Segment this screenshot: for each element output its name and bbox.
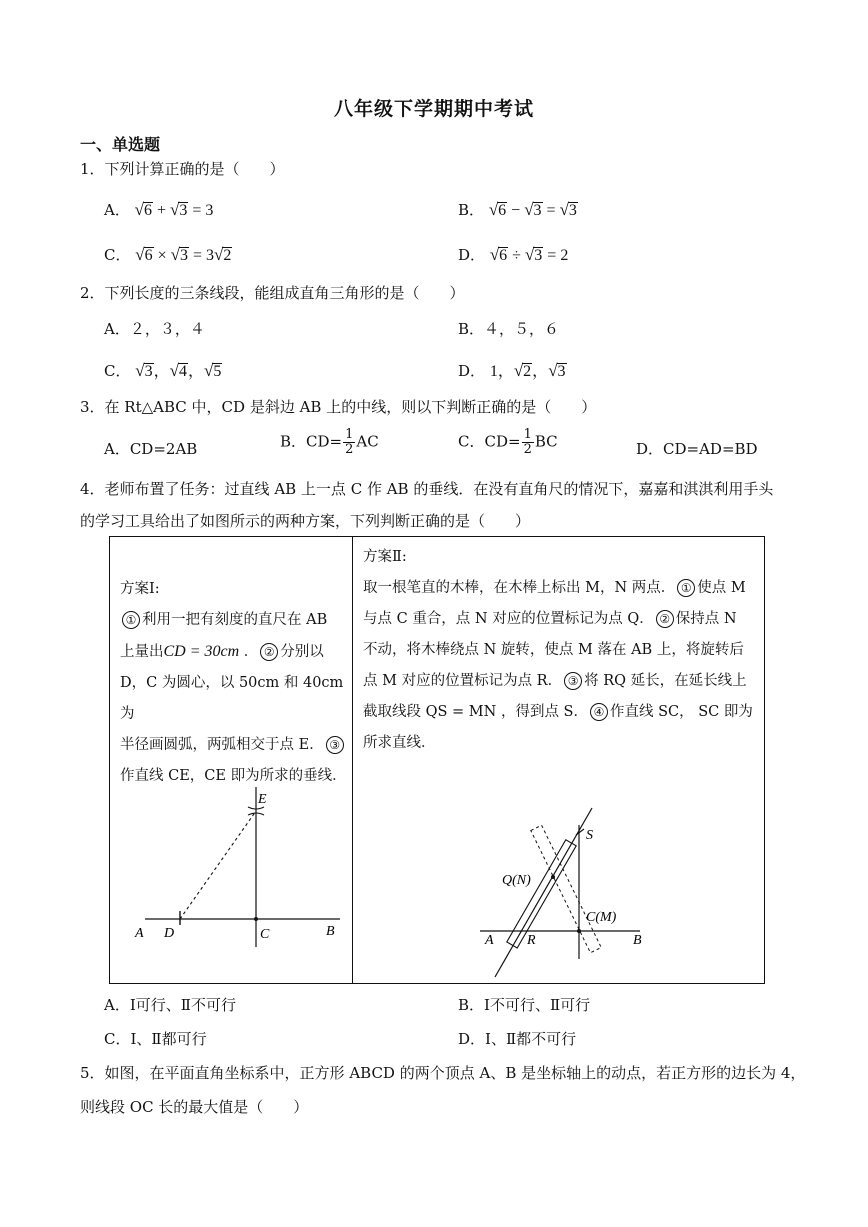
label-a: A (485, 933, 494, 948)
q4-stem-line1: 4．老师布置了任务：过直线 AB 上一点 C 作 AB 的垂线．在没有直角尺的情况下，嘉嘉和淇淇利用手头 (80, 480, 774, 498)
label-c: C (260, 927, 270, 942)
q2-option-a[interactable]: A．２，３，４ (104, 320, 205, 338)
q3-option-b[interactable]: B．CD= $\frac{1}{2}$ AC (280, 427, 379, 457)
q2-option-b[interactable]: B．４，５，６ (458, 320, 560, 338)
plan2-text: 方案Ⅱ: 取一根笔直的木棒，在木棒上标出 M，N 两点． ① 使点 M 与点 C 重合，点 N 对应的位置标记为点 Q． ② 保持点 N 不动，将木棒绕点 N 旋转，使点 M 落在 AB 上，将旋转后 点 M 对应的位置标记为点 R． ③ 将 RQ 延长，在延长线上 截取线段 QS = MN ，得到点 S． ④ 作直线 SC， SC 即为 所求直线． (363, 549, 753, 751)
q2-option-d[interactable]: D． 1，√2，√3 (458, 361, 566, 380)
q1-option-d[interactable]: D． √6 ÷ √3 = 2 (458, 245, 569, 264)
stick-dashed (531, 825, 601, 952)
q4-option-b[interactable]: B．Ⅰ不可行、Ⅱ可行 (458, 996, 591, 1014)
plan1-figure (130, 787, 350, 947)
q4-stem-line2: 的学习工具给出了如图所示的两种方案，下列判断正确的是（ ） (80, 512, 531, 530)
q1-option-a[interactable]: A． √6 + √3 = 3 (104, 200, 214, 219)
q3-option-a[interactable]: A．CD=2AB (104, 440, 198, 458)
q1-option-c[interactable]: C． √6 × √3 = 3√2 (104, 245, 232, 264)
label-b: B (633, 933, 642, 948)
label-b: B (326, 924, 335, 939)
q1-a-expression: √6 + √3 = 3 (134, 200, 214, 219)
point-c (254, 917, 258, 921)
q5-stem-line2: 则线段 OC 长的最大值是（ ） (80, 1098, 309, 1116)
q4-option-c[interactable]: C．Ⅰ、Ⅱ都可行 (104, 1030, 207, 1048)
page-title: 八年级下学期期中考试 (333, 98, 534, 120)
label-cm: C(M) (586, 910, 617, 925)
q4-option-a[interactable]: A．Ⅰ可行、Ⅱ不可行 (104, 996, 236, 1014)
plan1-text: 方案Ⅰ: ① 利用一把有刻度的直尺在 AB 上量出CD = 30cm ． ② 分别以 D，C 为圆心，以 50cm 和 40cm 为 半径画圆弧，两弧相交于点 E． ③ 作直线 CE，CE 即为所求的垂线． (120, 581, 347, 784)
q3-stem: 3．在 Rt△ABC 中，CD 是斜边 AB 上的中线，则以下判断正确的是（ ） (80, 398, 597, 416)
q3-option-d[interactable]: D．CD=AD=BD (636, 440, 758, 458)
line-de-dashed (180, 811, 256, 919)
label-e: E (258, 792, 267, 807)
label-s: S (586, 828, 593, 843)
q3-option-c[interactable]: C．CD= $\frac{1}{2}$ BC (458, 427, 558, 457)
q4-plans-table (109, 536, 765, 984)
point-q (551, 875, 555, 879)
q4-option-d[interactable]: D．Ⅰ、Ⅱ都不可行 (458, 1030, 577, 1048)
q1-option-b[interactable]: B． √6 − √3 = √3 (458, 200, 577, 219)
q5-stem-line1: 5．如图，在平面直角坐标系中，正方形 ABCD 的两个顶点 A、B 是坐标轴上的动点，若正方形的边长为 4， (80, 1064, 806, 1082)
q1-stem: 1．下列计算正确的是（ ） (80, 160, 285, 178)
q1-d-expression: √6 ÷ √3 = 2 (489, 245, 569, 264)
section-heading: 一、单选题 (80, 135, 161, 154)
label-r: R (527, 933, 536, 948)
plan2-figure (480, 805, 670, 981)
label-a: A (135, 926, 144, 941)
table-divider (352, 537, 353, 983)
q1-b-expression: √6 − √3 = √3 (488, 200, 577, 219)
q2-option-c[interactable]: C． √3，√4，√5 (104, 361, 222, 380)
stick-solid (507, 840, 576, 948)
q2-stem: 2．下列长度的三条线段，能组成直角三角形的是（ ） (80, 284, 465, 302)
label-qn: Q(N) (502, 873, 531, 888)
q1-c-expression: √6 × √3 = 3√2 (135, 245, 232, 264)
point-c (577, 929, 581, 933)
label-d: D (164, 926, 175, 941)
